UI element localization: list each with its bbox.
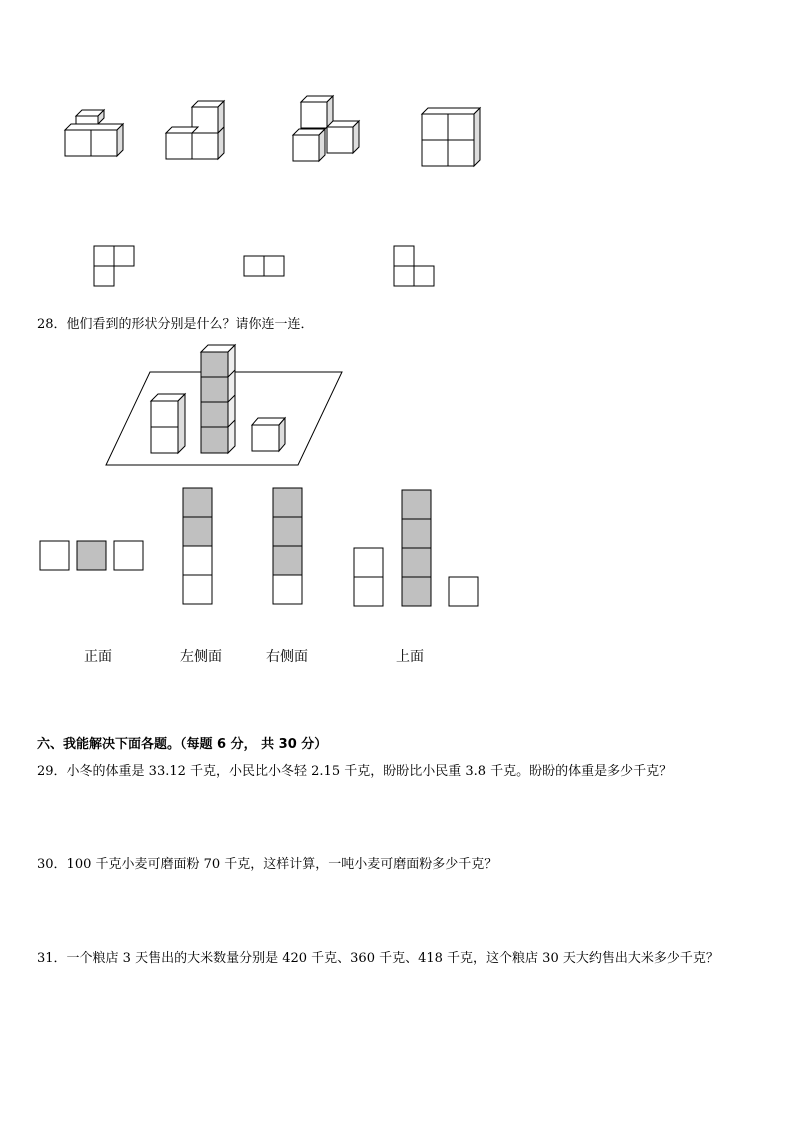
label-front: 正面: [84, 649, 112, 665]
tall-stack: [201, 345, 235, 453]
view-option-top: [354, 490, 478, 606]
view-shape-3: [394, 246, 434, 286]
question-31: 31．一个粮店 3 天售出的大米数量分别是 420 千克、360 千克、418 千克，这个粮店 30 天大约售出大米多少千克？: [37, 951, 719, 966]
section-6-heading: 六、我能解决下面各题。（每题 6 分， 共 30 分）: [37, 737, 328, 752]
view-option-left: [183, 488, 212, 604]
solid-figure-4: [422, 108, 480, 166]
single-cube: [252, 418, 285, 451]
view-option-right: [273, 488, 302, 604]
view-shape-2: [244, 256, 284, 276]
left-stack: [151, 394, 185, 453]
q28-scene: [106, 345, 342, 465]
view-option-front: [40, 541, 143, 570]
view-shape-1: [94, 246, 134, 286]
question-30: 30．100 千克小麦可磨面粉 70 千克，这样计算，一吨小麦可磨面粉多少千克？: [37, 857, 498, 872]
solid-figure-1: [65, 110, 123, 156]
label-right-side: 右侧面: [266, 649, 308, 665]
question-28: 28．他们看到的形状分别是什么？请你连一连．: [37, 317, 314, 332]
solid-figure-3: [293, 96, 359, 161]
solid-figure-2: [166, 101, 224, 159]
label-left-side: 左侧面: [180, 649, 222, 665]
question-29: 29．小冬的体重是 33.12 千克，小民比小冬轻 2.15 千克，盼盼比小民重 3.8 千克。盼盼的体重是多少千克？: [37, 764, 673, 779]
label-top: 上面: [396, 649, 424, 665]
